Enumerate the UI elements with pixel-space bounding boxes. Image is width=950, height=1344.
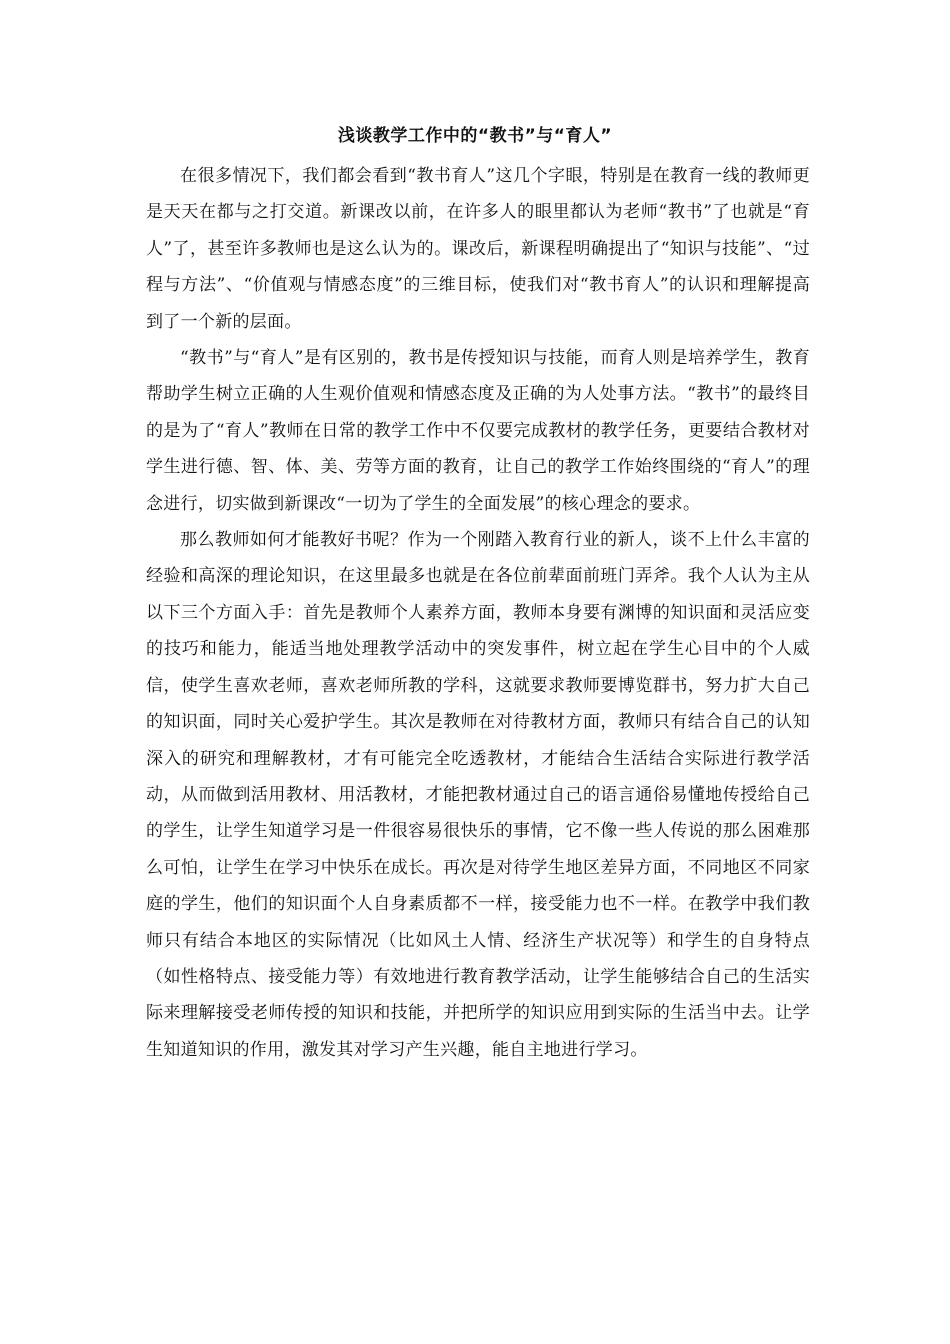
paragraph-1: 在很多情况下，我们都会看到“教书育人”这几个字眼，特别是在教育一线的教师更是天天在都与之打交道。新课改以前，在许多人的眼里都认为老师“教书”了也就是“育人”了，甚至许多教师也是这么认为的。课改后，新课程明确提出了“知识与技能”、“过程与方法”、“价值观与情感态度”的三维目标，使我们对“教书育人”的认识和理解提高到了一个新的层面。 xyxy=(146,166,810,332)
paragraph-3: 那么教师如何才能教好书呢？作为一个刚踏入教育行业的新人，谈不上什么丰富的经验和高深的理论知识，在这里最多也就是在各位前辈面前班门弄斧。我个人认为主从以下三个方面入手：首先是教师个人素养方面，教师本身要有渊博的知识面和灵活应变的技巧和能力，能适当地处理教学活动中的突发事件，树立起在学生心目中的个人威信，使学生喜欢老师，喜欢老师所教的学科，这就要求教师要博览群书，努力扩大自己的知识面，同时关心爱护学生。其次是教师在对待教材方面，教师只有结合自己的认知深入的研究和理解教材，才有可能完全吃透教材，才能结合生活结合实际进行教学活动，从而做到活用教材、用活教材，才能把教材通过自己的语言通俗易懂地传授给自己的学生，让学生知道学习是一件很容易很快乐的事情，它不像一些人传说的那么困难那么可怕，让学生在学习中快乐在成长。再次是对待学生地区差异方面，不同地区不同家庭的学生，他们的知识面个人自身素质都不一样，接受能力也不一样。在教学中我们教师只有结合本地区的实际情况（比如风土人情、经济生产状况等）和学生的自身特点（如性格特点、接受能力等）有效地进行教育教学活动，让学生能够结合自己的生活实际来理解接受老师传授的知识和技能，并把所学的知识应用到实际的生活当中去。让学生知道知识的作用，激发其对学习产生兴趣，能自主地进行学习。 xyxy=(146,530,810,1060)
paragraph-2: “教书”与“育人”是有区别的，教书是传授知识与技能，而育人则是培养学生，教育帮助学生树立正确的人生观价值观和情感态度及正确的为人处事方法。“教书”的最终目的是为了“育人”教师在日常的教学工作中不仅要完成教材的教学任务，更要结合教材对学生进行德、智、体、美、劳等方面的教育，让自己的教学工作始终围绕的“育人”的理念进行，切实做到新课改“一切为了学生的全面发展”的核心理念的要求。 xyxy=(146,348,810,514)
document-title: 浅谈教学工作中的“教书”与“育人” xyxy=(337,126,613,146)
document-body xyxy=(146,158,810,1068)
